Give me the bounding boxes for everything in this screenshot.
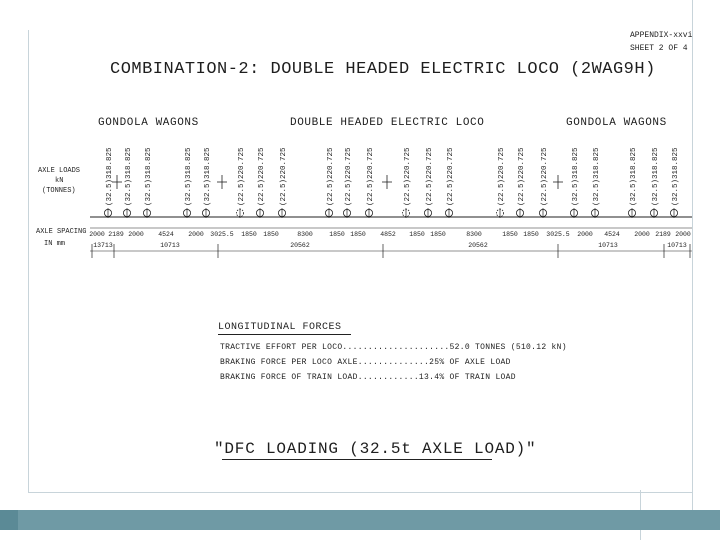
axle-spacing-label: 4524 <box>158 231 174 238</box>
axle-spacing-label: 2000 <box>188 231 204 238</box>
axle-load-label: (22.5)220.725 <box>518 147 526 206</box>
axle-load-label: (32.5)318.825 <box>672 147 680 206</box>
axle-loads-label: AXLE LOADS <box>38 167 81 175</box>
axle-spacing-label: AXLE SPACING <box>36 228 87 236</box>
axle-load-label: (22.5)220.725 <box>447 147 455 206</box>
axle-load-label: (32.5)318.825 <box>572 147 580 206</box>
total-length-label: 10713 <box>160 242 180 249</box>
axle-load-label: (32.5)318.825 <box>204 147 212 206</box>
total-length-label: 20562 <box>468 242 488 249</box>
axle-spacing-label: 1850 <box>430 231 446 238</box>
axle-spacing-label: 1850 <box>329 231 345 238</box>
braking-loco-line: BRAKING FORCE PER LOCO AXLE..............25% OF AXLE LOAD <box>220 358 511 367</box>
axle-loads-unit-tonnes: (TONNES) <box>42 187 76 195</box>
axle-load-label: (22.5)220.725 <box>258 147 266 206</box>
caption: "DFC LOADING (32.5t AXLE LOAD)" <box>214 440 537 458</box>
axle-spacing-label: 1850 <box>502 231 518 238</box>
footer-bar <box>0 510 720 530</box>
axle-load-label: (32.5)318.825 <box>125 147 133 206</box>
axle-spacing-label: 1850 <box>263 231 279 238</box>
axle-load-label: (22.5)220.725 <box>345 147 353 206</box>
axle-loads-unit: kN <box>55 177 64 185</box>
axle-spacing-label: 2189 <box>108 231 124 238</box>
forces-heading-underline <box>218 334 351 335</box>
axle-load-label: (32.5)318.825 <box>145 147 153 206</box>
axle-spacing-label: 3025.5 <box>546 231 570 238</box>
braking-train-line: BRAKING FORCE OF TRAIN LOAD............13.4% OF TRAIN LOAD <box>220 373 516 382</box>
total-length-label: 10713 <box>598 242 618 249</box>
axle-spacing-label: 1850 <box>241 231 257 238</box>
footer-accent <box>0 510 18 530</box>
axle-load-label: (22.5)220.725 <box>498 147 506 206</box>
axle-load-label: (22.5)220.725 <box>404 147 412 206</box>
axle-load-label: (22.5)220.725 <box>238 147 246 206</box>
axle-spacing-label: 1850 <box>409 231 425 238</box>
axle-spacing-unit: IN mm <box>44 240 66 248</box>
caption-underline <box>222 459 492 460</box>
axle-spacing-label: 1850 <box>523 231 539 238</box>
tractive-effort-line: TRACTIVE EFFORT PER LOCO.....................52.0 TONNES (510.12 kN) <box>220 343 567 352</box>
right-wagons-label: GONDOLA WAGONS <box>566 117 667 129</box>
left-wagons-label: GONDOLA WAGONS <box>98 117 199 129</box>
forces-heading: LONGITUDINAL FORCES <box>218 322 342 333</box>
axle-load-label: (22.5)220.725 <box>426 147 434 206</box>
axle-spacing-label: 2000 <box>634 231 650 238</box>
total-length-label: 13713 <box>93 242 113 249</box>
axle-spacing-label: 8300 <box>297 231 313 238</box>
axle-load-label: (22.5)220.725 <box>367 147 375 206</box>
axle-load-label: (22.5)220.725 <box>327 147 335 206</box>
axle-load-label: (32.5)318.825 <box>185 147 193 206</box>
axle-spacing-label: 2000 <box>128 231 144 238</box>
axle-spacing-label: 2189 <box>655 231 671 238</box>
total-length-label: 20562 <box>290 242 310 249</box>
total-length-label: 10713 <box>667 242 687 249</box>
axle-spacing-label: 2000 <box>675 231 691 238</box>
axle-spacing-label: 3025.5 <box>210 231 234 238</box>
axle-spacing-label: 4524 <box>604 231 620 238</box>
frame-bottom-line <box>28 492 693 493</box>
axle-load-label: (22.5)220.725 <box>280 147 288 206</box>
axle-spacing-label: 2000 <box>89 231 105 238</box>
sheet-label: SHEET 2 OF 4 <box>630 44 688 53</box>
axle-spacing-label: 8300 <box>466 231 482 238</box>
appendix-label: APPENDIX-xxvi <box>630 31 693 40</box>
axle-load-label: (32.5)318.825 <box>593 147 601 206</box>
axle-spacing-label: 4852 <box>380 231 396 238</box>
axle-load-label: (32.5)318.825 <box>106 147 114 206</box>
axle-load-label: (22.5)220.725 <box>541 147 549 206</box>
loco-label: DOUBLE HEADED ELECTRIC LOCO <box>290 117 485 129</box>
axle-spacing-label: 2000 <box>577 231 593 238</box>
axle-load-label: (32.5)318.825 <box>630 147 638 206</box>
axle-load-label: (32.5)318.825 <box>652 147 660 206</box>
diagram-title: COMBINATION-2: DOUBLE HEADED ELECTRIC LOCO (2WAG9H) <box>110 60 656 79</box>
axle-spacing-label: 1850 <box>350 231 366 238</box>
